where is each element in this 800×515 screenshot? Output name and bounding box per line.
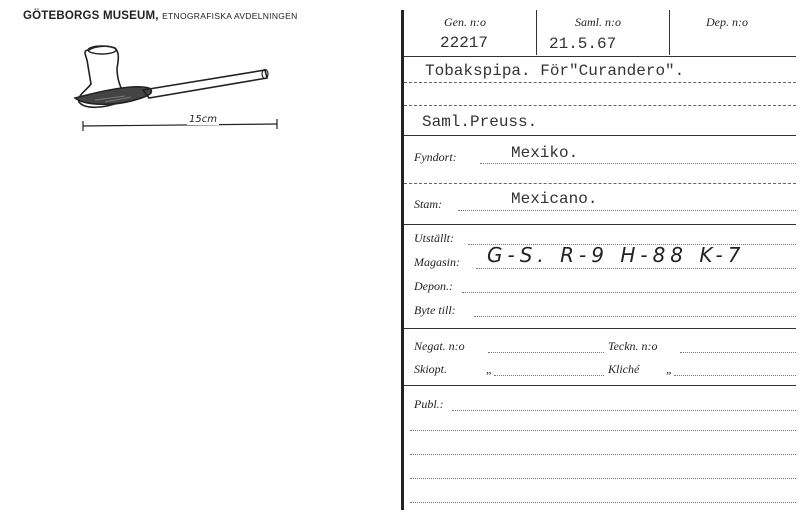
card-border: [401, 10, 404, 510]
dotted-line: [410, 454, 796, 455]
publ-label: Publ.:: [414, 397, 444, 411]
header-rule: [404, 56, 796, 57]
saml-value: 21.5.67: [549, 35, 617, 53]
rule: [404, 82, 796, 83]
collection: Saml.Preuss.: [422, 113, 538, 131]
skiopt-label: Skiopt.: [414, 362, 447, 376]
object-title: Tobakspipa. För"Curandero".: [425, 62, 685, 80]
dotted-line: [452, 410, 796, 411]
byte-label: Byte till:: [414, 303, 456, 317]
dotted-line: [410, 502, 796, 503]
dotted-line: [480, 163, 796, 164]
divider-1: [536, 10, 537, 55]
scale-label: 15cm: [189, 114, 217, 125]
magasin-value: G-S. R-9 H-88 K-7: [487, 243, 746, 267]
stam-label: Stam:: [414, 197, 442, 211]
teckn-label: Teckn. n:o: [608, 339, 658, 353]
rule: [404, 183, 796, 184]
stam-value: Mexicano.: [511, 190, 598, 208]
magasin-label: Magasin:: [414, 255, 460, 269]
rule: [404, 224, 796, 225]
divider-2: [669, 10, 670, 55]
dotted-line: [680, 352, 796, 353]
utstallt-label: Utställt:: [414, 231, 455, 245]
rule: [404, 385, 796, 386]
skiopt-ditto: „: [486, 362, 493, 376]
kliche-label: Kliché: [608, 362, 640, 376]
fyndort-value: Mexiko.: [511, 144, 579, 162]
dotted-line: [410, 478, 796, 479]
pipe-sketch: [65, 40, 285, 145]
dotted-line: [474, 316, 796, 317]
dep-label: Dep. n:o: [706, 15, 748, 29]
museum-header: [23, 10, 298, 22]
gen-value: 22217: [440, 34, 489, 52]
dotted-line: [476, 268, 796, 269]
depon-label: Depon.:: [414, 279, 453, 293]
dotted-line: [494, 375, 604, 376]
rule: [404, 135, 796, 136]
dotted-line: [462, 292, 796, 293]
kliche-ditto: „: [666, 362, 673, 376]
fyndort-label: Fyndort:: [414, 150, 457, 164]
dotted-line: [458, 210, 796, 211]
gen-label: Gen. n:o: [444, 15, 486, 29]
dotted-line: [488, 352, 604, 353]
dotted-line: [674, 375, 796, 376]
department-name: ETNOGRAFISKA AVDELNINGEN: [162, 11, 298, 21]
saml-label: Saml. n:o: [575, 15, 621, 29]
rule: [404, 105, 796, 106]
museum-name: GÖTEBORGS MUSEUM,: [23, 10, 159, 22]
rule: [404, 328, 796, 329]
dotted-line: [410, 430, 796, 431]
negat-label: Negat. n:o: [414, 339, 465, 353]
